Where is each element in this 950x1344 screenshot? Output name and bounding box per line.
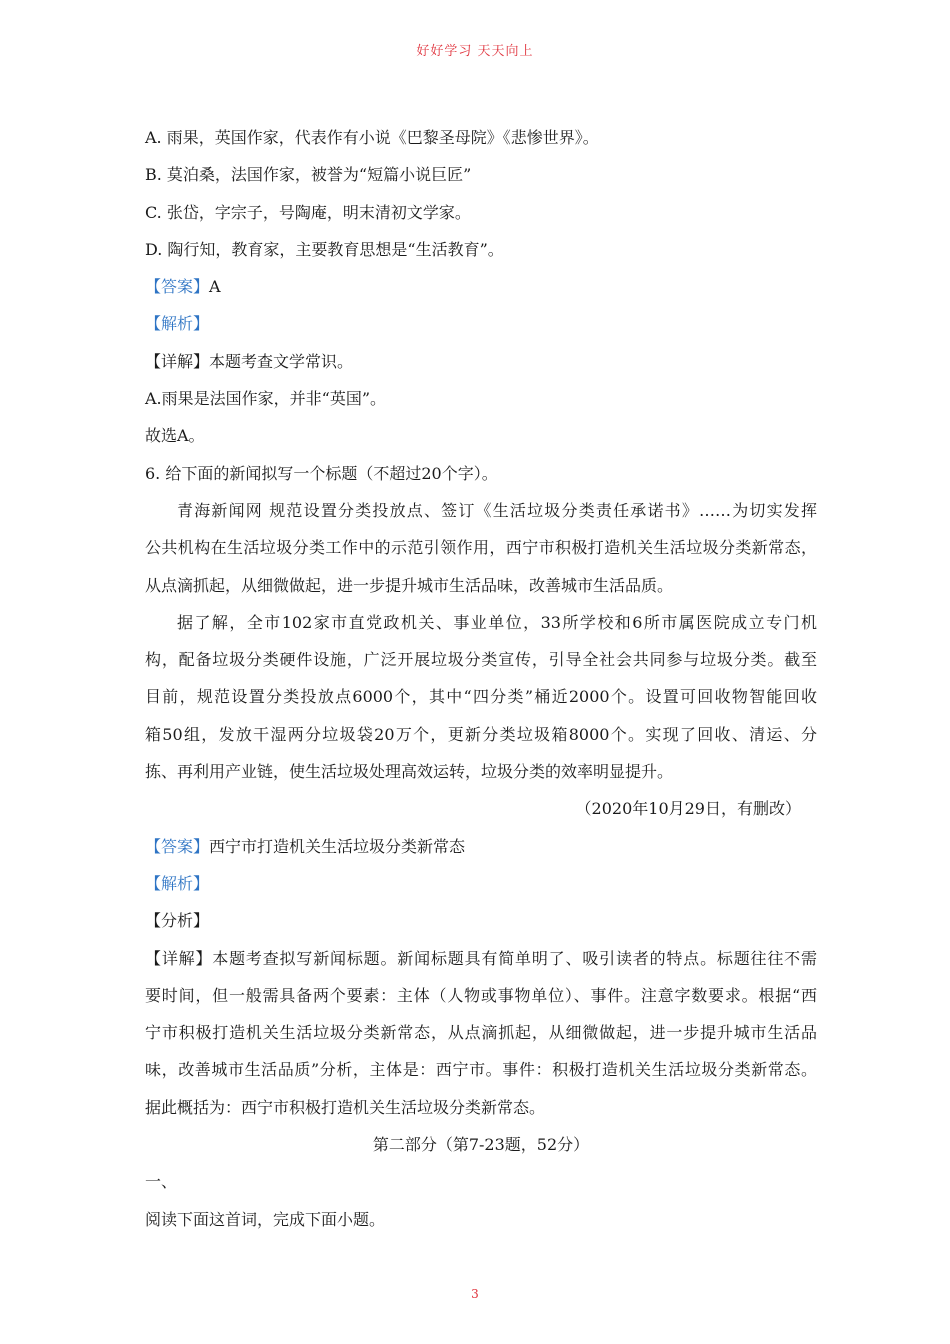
document-body — [145, 119, 817, 1238]
q6-detail-line: 宁市积极打造机关生活垃圾分类新常态，从点滴抓起，从细微做起，进一步提升城市生活品 — [145, 1023, 817, 1043]
news-p2-line: 目前，规范设置分类投放点6000个，其中“四分类”桶近2000个。设置可回收物智能回收 — [145, 687, 817, 707]
option-b: B. 莫泊桑，法国作家，被誉为“短篇小说巨匠” — [145, 165, 472, 185]
q5-explain: A.雨果是法国作家，并非“英国”。 — [145, 389, 387, 409]
page-header: 好好学习 天天向上 — [416, 44, 534, 59]
answer-value: 西宁市打造机关生活垃圾分类新常态 — [209, 836, 466, 856]
q6-analysis-tag: 【解析】 — [145, 873, 210, 893]
news-p2-line: 拣、再利用产业链，使生活垃圾处理高效运转，垃圾分类的效率明显提升。 — [145, 762, 674, 782]
q6-detail-line: 据此概括为：西宁市积极打造机关生活垃圾分类新常态。 — [145, 1097, 546, 1117]
q6-question: 6. 给下面的新闻拟写一个标题（不超过20个字）。 — [145, 463, 498, 483]
q6-detail-line: 【详解】本题考查拟写新闻标题。新闻标题具有简单明了、吸引读者的特点。标题往往不需 — [145, 948, 817, 968]
q5-conclusion: 故选A。 — [145, 426, 205, 446]
option-d: D. 陶行知，教育家，主要教育思想是“生活教育”。 — [145, 239, 504, 259]
q6-analysis-label: 【分析】 — [145, 911, 210, 931]
option-c: C. 张岱，字宗子，号陶庵，明末清初文学家。 — [145, 202, 471, 222]
q5-analysis-tag: 【解析】 — [145, 314, 210, 334]
q5-detail: 【详解】本题考查文学常识。 — [145, 351, 354, 371]
q5-answer — [145, 268, 817, 305]
news-p2-line: 构，配备垃圾分类硬件设施，广泛开展垃圾分类宣传，引导全社会共同参与垃圾分类。截至 — [145, 650, 817, 670]
section-number: 一、 — [145, 1172, 178, 1192]
news-p2-line: 箱50组，发放干湿两分垃圾袋20万个，更新分类垃圾箱8000个。实现了回收、清运、分 — [145, 724, 817, 744]
page-number: 3 — [471, 1287, 479, 1301]
answer-value: A — [209, 277, 221, 297]
news-p2-line: 据了解，全市102家市直党政机关、事业单位，33所学校和6所市属医院成立专门机 — [177, 612, 817, 632]
part2-heading: 第二部分（第7-23题，52分） — [372, 1135, 590, 1155]
news-p1-line: 公共机构在生活垃圾分类工作中的示范引领作用，西宁市积极打造机关生活垃圾分类新常态， — [145, 538, 817, 558]
news-p1-line: 青海新闻网 规范设置分类投放点、签订《生活垃圾分类责任承诺书》……为切实发挥 — [177, 500, 817, 520]
q6-detail-line: 味，改善城市生活品质”分析，主体是：西宁市。事件：积极打造机关生活垃圾分类新常态。 — [145, 1060, 817, 1080]
q6-answer — [145, 828, 817, 865]
answer-tag: 【答案】 — [145, 277, 210, 297]
reading-instruction: 阅读下面这首词，完成下面小题。 — [145, 1209, 386, 1229]
q6-detail-line: 要时间，但一般需具备两个要素：主体（人物或事物单位）、事件。注意字数要求。根据“西 — [145, 985, 817, 1005]
news-p1-line: 从点滴抓起，从细微做起，进一步提升城市生活品味，改善城市生活品质。 — [145, 575, 674, 595]
option-a: A. 雨果，英国作家，代表作有小说《巴黎圣母院》《悲惨世界》。 — [145, 128, 599, 147]
answer-tag: 【答案】 — [145, 836, 210, 856]
news-source: （2020年10月29日，有删改） — [575, 799, 801, 819]
